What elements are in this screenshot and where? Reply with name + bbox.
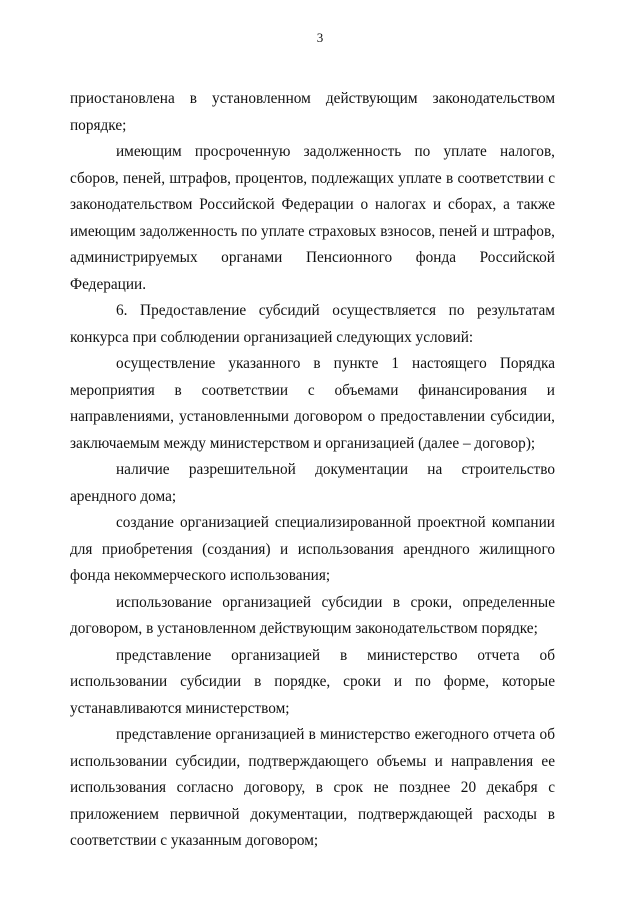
document-body xyxy=(70,86,555,855)
paragraph-condition-report: представление организацией в министерство отчета об использовании субсидии в порядке, сроки и по форме, которые устанавливаются министерством; xyxy=(70,646,555,717)
paragraph-condition-permits: наличие разрешительной документации на строительство арендного дома; xyxy=(70,461,555,505)
page-number: 3 xyxy=(316,30,324,45)
paragraph-condition-project-company: создание организацией специализированной проектной компании для приобретения (создания) и использования арендного жилищного фонда некоммерческого использования; xyxy=(70,514,555,584)
paragraph-condition-implementation: осуществление указанного в пункте 1 настоящего Порядка мероприятия в соответствии с объемами финансирования и направлениями, установленными договором о предоставлении субсидии, заключаемым между министерством и организацией (далее – договор); xyxy=(70,355,555,452)
paragraph-condition-subsidy-use: использование организацией субсидии в сроки, определенные договором, в установленном действующим законодательством порядке; xyxy=(70,593,555,637)
paragraph-suspension-clause: приостановлена в установленном действующим законодательством порядке; xyxy=(70,90,555,134)
paragraph-item-6: 6. Предоставление субсидий осуществляется по результатам конкурса при соблюдении организацией следующих условий: xyxy=(70,302,555,346)
paragraph-condition-annual-report: представление организацией в министерство ежегодного отчета об использовании субсидии, подтверждающего объемы и направления ее использования согласно договору, в срок не позднее 20 декабря с приложением первичной документации, подтверждающей расходы в соответствии с указанным договором; xyxy=(70,726,555,849)
paragraph-tax-debt-clause: имеющим просроченную задолженность по уплате налогов, сборов, пеней, штрафов, процентов, подлежащих уплате в соответствии с законодательством Российской Федерации о налогах и сборах, а также имеющим задолженность по уплате страховых взносов, пеней и штрафов, администрируемых органами Пенсионного фонда Российской Федерации. xyxy=(70,143,555,293)
